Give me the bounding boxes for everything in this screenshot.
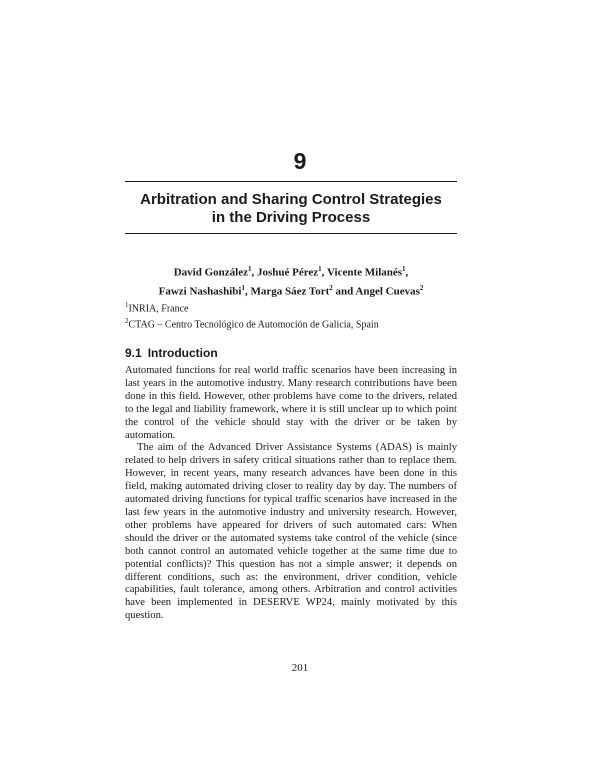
author-line-2 (125, 281, 457, 300)
body-text (125, 365, 457, 623)
affiliation-mark: 1 (125, 301, 129, 309)
chapter-title (125, 191, 457, 227)
author-affiliation-mark: 1 (247, 265, 252, 273)
author-separator: , (405, 266, 409, 279)
section-number: 9.1 (125, 346, 142, 360)
affiliation-text: CTAG – Centro Tecnológico de Automoción de Galicia, Spain (128, 319, 379, 331)
affiliation-mark: 2 (125, 317, 129, 326)
author-affiliation-mark: 1 (402, 265, 406, 273)
paragraph: Automated functions for real world traffic scenarios have been increasing in last years in the automotive industry. Many research contributions have been done in this field. However, other problems have come to the drivers, related to the legal and liability framework, where it is still unclear up to which point the control of the vehicle should stay with the driver or be taken by automation. (125, 365, 457, 441)
author-name: Marga Sáez Tort (250, 285, 330, 298)
title-top-rule (125, 181, 457, 182)
author-separator: and (332, 285, 356, 298)
section-title: Introduction (147, 346, 218, 360)
author-name: Fawzi Nashashibi (158, 285, 242, 298)
author-name: Angel Cuevas (355, 285, 420, 298)
author-affiliation-mark: 1 (318, 265, 322, 273)
author-separator: , (321, 266, 327, 279)
author-separator: , (244, 285, 251, 298)
affiliation-item (125, 299, 379, 315)
author-affiliation-mark: 1 (241, 283, 245, 292)
affiliation-item (125, 315, 379, 331)
author-affiliation-mark: 2 (329, 283, 333, 292)
paragraph: The aim of the Advanced Driver Assistance Systems (ADAS) is mainly related to help drivers in safety critical situations rather than to replace them. However, in recent years, many research advances have been done in this field, making automated driving closer to reality day by day. The numbers of automated driving functions for typical traffic scenarios have increased in the last few years in the automotive industry and university research. However, other problems have appeared for drivers of such automated cars: When should the driver or the automated systems take control of the vehicle (since both cannot control an automated vehicle together at the same time due to potential conflicts)? This question has not a simple answer; it depends on different conditions, such as: the environment, driver condition, vehicle capabilities, fault tolerance, among others. Arbitration and control activities have been implemented in DESERVE WP24, mainly motivated by this question. (125, 442, 457, 622)
chapter-title-line-1: Arbitration and Sharing Control Strategies (140, 191, 442, 208)
affiliation-list (125, 299, 379, 332)
page-number: 201 (291, 662, 309, 674)
title-bottom-rule (125, 233, 457, 234)
author-name: Vicente Milanés (326, 266, 403, 279)
chapter-number: 9 (293, 148, 307, 174)
affiliation-text: INRIA, France (128, 303, 189, 315)
author-separator: , (251, 266, 257, 279)
author-name: Joshué Pérez (256, 266, 319, 279)
author-name: David González (173, 266, 248, 279)
author-affiliation-mark: 2 (419, 283, 424, 292)
section-heading (125, 346, 218, 360)
author-list (125, 262, 457, 299)
chapter-title-line-2: in the Driving Process (211, 209, 371, 226)
author-line-1 (125, 262, 457, 281)
